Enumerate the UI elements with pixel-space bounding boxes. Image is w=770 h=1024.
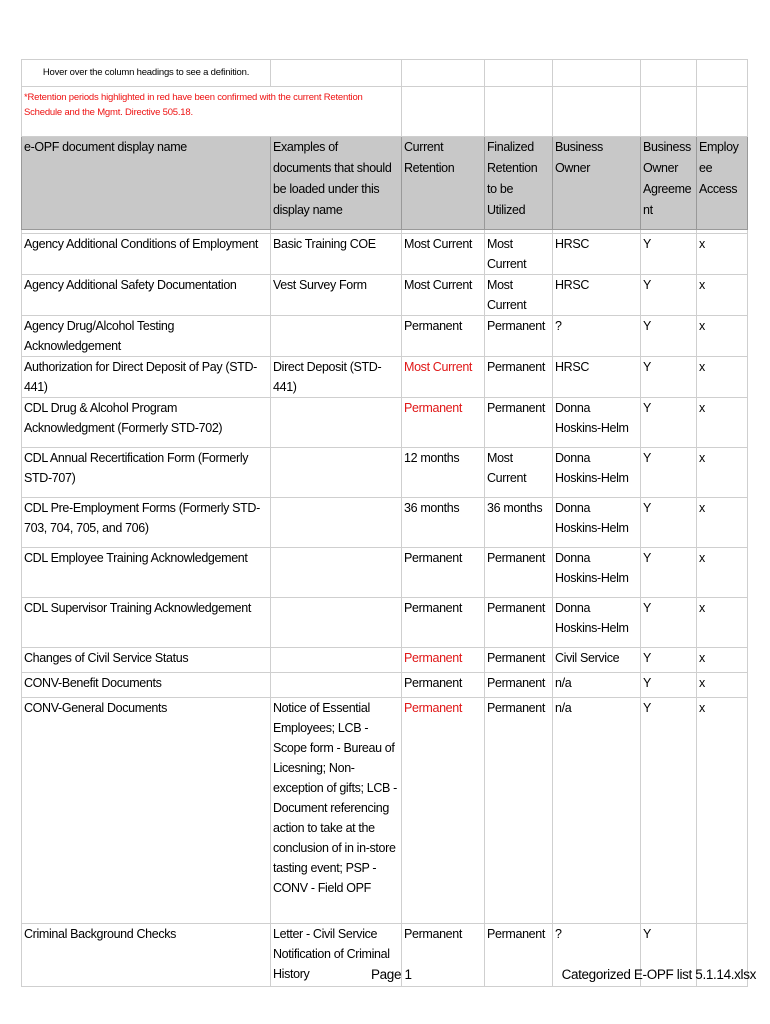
cell-examples[interactable]: [271, 316, 402, 357]
column-header-employee-access[interactable]: Employee Access: [697, 137, 748, 230]
cell-display-name[interactable]: Agency Drug/Alcohol Testing Acknowledgement: [22, 316, 271, 357]
table-row: [22, 448, 748, 498]
cell-owner-agreement[interactable]: Y: [641, 234, 697, 275]
cell-display-name[interactable]: Changes of Civil Service Status: [22, 648, 271, 673]
cell-finalized-retention[interactable]: Permanent: [485, 598, 553, 648]
cell-examples[interactable]: Notice of Essential Employees; LCB - Scope form - Bureau of Licesning; Non-exception of gifts; LCB - Document referencing action to take at the conclusion of in in-store tasting event; PSP - CONV - Field OPF: [271, 698, 402, 924]
table-row: [22, 548, 748, 598]
cell-owner-agreement[interactable]: Y: [641, 598, 697, 648]
cell-owner-agreement[interactable]: Y: [641, 275, 697, 316]
cell-display-name[interactable]: CONV-Benefit Documents: [22, 673, 271, 698]
table-row: [22, 648, 748, 673]
cell-current-retention[interactable]: Permanent: [402, 316, 485, 357]
cell-examples[interactable]: Letter - Civil Service Notification of Criminal History: [271, 924, 402, 987]
cell-owner-agreement[interactable]: Y: [641, 673, 697, 698]
cell-finalized-retention[interactable]: Most Current: [485, 234, 553, 275]
cell-current-retention[interactable]: Most Current: [402, 357, 485, 398]
cell-business-owner[interactable]: Donna Hoskins-Helm: [553, 498, 641, 548]
cell-current-retention[interactable]: Permanent: [402, 598, 485, 648]
table-row: [22, 498, 748, 548]
cell-display-name[interactable]: CDL Pre-Employment Forms (Formerly STD-703, 704, 705, and 706): [22, 498, 271, 548]
cell-display-name[interactable]: CDL Annual Recertification Form (Formerly STD-707): [22, 448, 271, 498]
cell-examples[interactable]: Vest Survey Form: [271, 275, 402, 316]
cell-employee-access[interactable]: x: [697, 548, 748, 598]
column-header-current-retention[interactable]: Current Retention: [402, 137, 485, 230]
cell-finalized-retention[interactable]: Permanent: [485, 648, 553, 673]
cell-current-retention[interactable]: Permanent: [402, 673, 485, 698]
hover-note: Hover over the column headings to see a definition.: [22, 60, 271, 87]
cell-owner-agreement[interactable]: Y: [641, 924, 697, 987]
cell-examples[interactable]: [271, 598, 402, 648]
cell-examples[interactable]: [271, 398, 402, 448]
column-header-examples[interactable]: Examples of documents that should be loaded under this display name: [271, 137, 402, 230]
cell-business-owner[interactable]: HRSC: [553, 234, 641, 275]
cell-current-retention[interactable]: Permanent: [402, 698, 485, 924]
cell-employee-access[interactable]: x: [697, 498, 748, 548]
cell-finalized-retention[interactable]: Most Current: [485, 275, 553, 316]
table-row: [22, 357, 748, 398]
cell-display-name[interactable]: CONV-General Documents: [22, 698, 271, 924]
retention-table: [21, 59, 748, 987]
column-header-finalized-retention[interactable]: Finalized Retention to be Utilized: [485, 137, 553, 230]
cell-current-retention[interactable]: 36 months: [402, 498, 485, 548]
cell-current-retention[interactable]: Permanent: [402, 924, 485, 987]
cell-business-owner[interactable]: n/a: [553, 698, 641, 924]
table-row: [22, 234, 748, 275]
cell-current-retention[interactable]: Most Current: [402, 234, 485, 275]
table-row: [22, 598, 748, 648]
table-row: [22, 698, 748, 924]
cell-owner-agreement[interactable]: Y: [641, 398, 697, 448]
cell-employee-access[interactable]: x: [697, 598, 748, 648]
cell-examples[interactable]: Direct Deposit (STD-441): [271, 357, 402, 398]
cell-finalized-retention[interactable]: Permanent: [485, 316, 553, 357]
cell-examples[interactable]: [271, 548, 402, 598]
cell-employee-access[interactable]: x: [697, 316, 748, 357]
cell-business-owner[interactable]: HRSC: [553, 275, 641, 316]
cell-business-owner[interactable]: ?: [553, 316, 641, 357]
cell-business-owner[interactable]: Donna Hoskins-Helm: [553, 448, 641, 498]
cell-owner-agreement[interactable]: Y: [641, 498, 697, 548]
cell-current-retention[interactable]: Permanent: [402, 398, 485, 448]
table-row: [22, 398, 748, 448]
cell-display-name[interactable]: CDL Drug & Alcohol Program Acknowledgment (Formerly STD-702): [22, 398, 271, 448]
cell-examples[interactable]: [271, 648, 402, 673]
cell-business-owner[interactable]: ?: [553, 924, 641, 987]
cell-employee-access[interactable]: x: [697, 234, 748, 275]
cell-finalized-retention[interactable]: Permanent: [485, 398, 553, 448]
cell-finalized-retention[interactable]: Permanent: [485, 357, 553, 398]
cell-examples[interactable]: [271, 498, 402, 548]
cell-employee-access[interactable]: x: [697, 698, 748, 924]
retention-note-row: [22, 87, 748, 137]
cell-business-owner[interactable]: Civil Service: [553, 648, 641, 673]
cell-display-name[interactable]: Agency Additional Conditions of Employment: [22, 234, 271, 275]
cell-finalized-retention[interactable]: Most Current: [485, 448, 553, 498]
header-row: [22, 137, 748, 230]
cell-business-owner[interactable]: HRSC: [553, 357, 641, 398]
cell-finalized-retention[interactable]: Permanent: [485, 548, 553, 598]
cell-finalized-retention[interactable]: Permanent: [485, 924, 553, 987]
cell-owner-agreement[interactable]: Y: [641, 648, 697, 673]
cell-employee-access[interactable]: x: [697, 648, 748, 673]
cell-display-name[interactable]: CDL Supervisor Training Acknowledgement: [22, 598, 271, 648]
cell-display-name[interactable]: CDL Employee Training Acknowledgement: [22, 548, 271, 598]
cell-business-owner[interactable]: Donna Hoskins-Helm: [553, 548, 641, 598]
hover-note-row: [22, 60, 748, 87]
column-header-display-name[interactable]: e-OPF document display name: [22, 137, 271, 230]
cell-finalized-retention[interactable]: Permanent: [485, 673, 553, 698]
retention-note: *Retention periods highlighted in red have been confirmed with the current Retention Schedule and the Mgmt. Directive 505.18.: [22, 87, 402, 137]
cell-employee-access[interactable]: x: [697, 398, 748, 448]
cell-current-retention[interactable]: 12 months: [402, 448, 485, 498]
table-row: [22, 275, 748, 316]
cell-employee-access[interactable]: x: [697, 448, 748, 498]
cell-finalized-retention[interactable]: 36 months: [485, 498, 553, 548]
cell-employee-access[interactable]: x: [697, 275, 748, 316]
cell-examples[interactable]: Basic Training COE: [271, 234, 402, 275]
cell-examples[interactable]: [271, 448, 402, 498]
cell-current-retention[interactable]: Permanent: [402, 648, 485, 673]
cell-employee-access[interactable]: x: [697, 673, 748, 698]
table-row: [22, 673, 748, 698]
page-number: Page 1: [371, 967, 412, 982]
cell-current-retention[interactable]: Most Current: [402, 275, 485, 316]
column-header-owner-agreement[interactable]: Business Owner Agreement: [641, 137, 697, 230]
spreadsheet-page: [21, 59, 747, 987]
cell-owner-agreement[interactable]: Y: [641, 357, 697, 398]
cell-owner-agreement[interactable]: Y: [641, 316, 697, 357]
cell-owner-agreement[interactable]: Y: [641, 698, 697, 924]
cell-business-owner[interactable]: Donna Hoskins-Helm: [553, 398, 641, 448]
cell-current-retention[interactable]: Permanent: [402, 548, 485, 598]
column-header-business-owner[interactable]: Business Owner: [553, 137, 641, 230]
cell-owner-agreement[interactable]: Y: [641, 448, 697, 498]
table-row: [22, 316, 748, 357]
cell-employee-access[interactable]: x: [697, 357, 748, 398]
cell-display-name[interactable]: Agency Additional Safety Documentation: [22, 275, 271, 316]
cell-business-owner[interactable]: Donna Hoskins-Helm: [553, 598, 641, 648]
cell-examples[interactable]: [271, 673, 402, 698]
cell-display-name[interactable]: Authorization for Direct Deposit of Pay (STD-441): [22, 357, 271, 398]
cell-business-owner[interactable]: n/a: [553, 673, 641, 698]
cell-owner-agreement[interactable]: Y: [641, 548, 697, 598]
cell-display-name[interactable]: Criminal Background Checks: [22, 924, 271, 987]
cell-finalized-retention[interactable]: Permanent: [485, 698, 553, 924]
file-name: Categorized E-OPF list 5.1.14.xlsx: [561, 967, 756, 982]
